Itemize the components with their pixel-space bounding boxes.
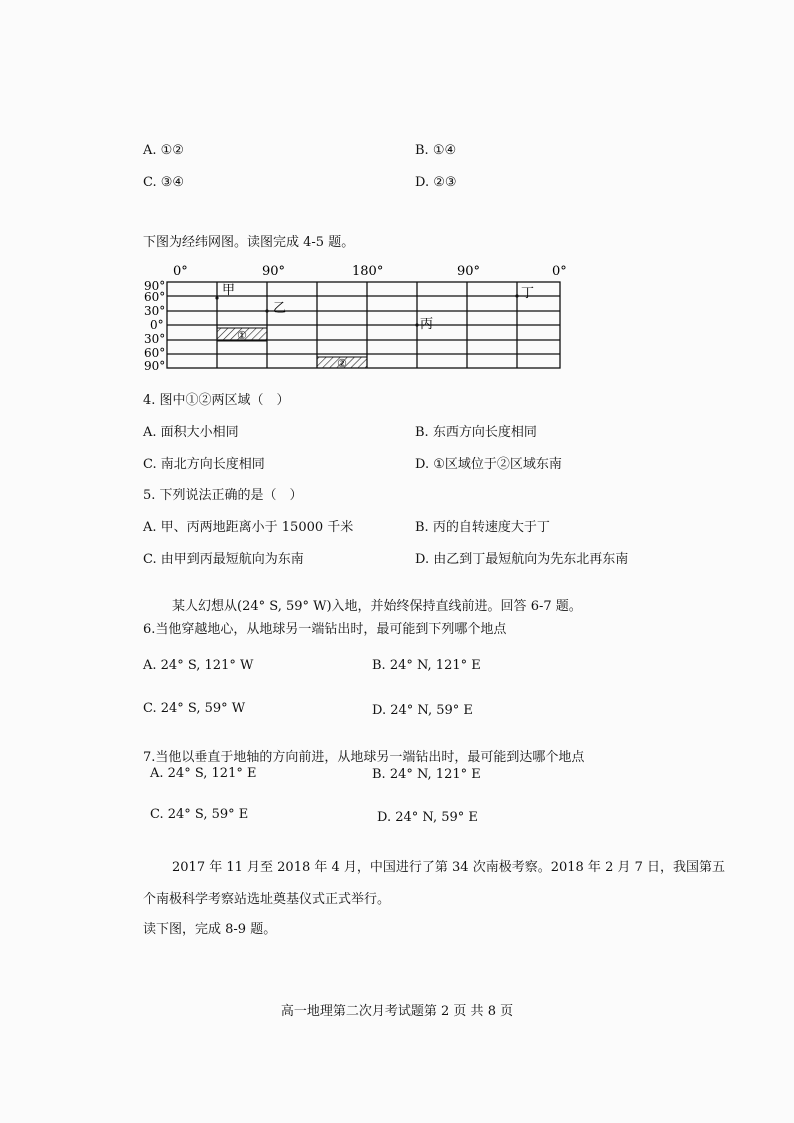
q4-stem: 4. 图中①②两区域（ ） xyxy=(143,393,290,408)
q7-option-b: B. 24° N, 121° E xyxy=(372,767,481,782)
region-2-label: ② xyxy=(337,357,347,370)
region-1-label: ① xyxy=(237,329,247,342)
point-jia-label: 甲 xyxy=(222,283,236,298)
lat-label-90n: 90° xyxy=(144,279,166,293)
q6-option-b: B. 24° N, 121° E xyxy=(372,658,481,673)
intro-8-9-line3: 读下图，完成 8-9 题。 xyxy=(143,922,277,937)
lat-label-0: 0° xyxy=(150,318,164,332)
prev-option-b: B. ①④ xyxy=(415,143,457,158)
q5-option-c: C. 由甲到丙最短航向为东南 xyxy=(143,552,304,567)
point-bing-dot xyxy=(415,323,418,326)
q7-option-a: A. 24° S, 121° E xyxy=(150,766,257,781)
q6-option-a: A. 24° S, 121° W xyxy=(143,658,254,673)
q5-option-b: B. 丙的自转速度大于丁 xyxy=(415,520,550,535)
lon-label-90e: 90° xyxy=(262,264,286,279)
lat-lon-grid-figure xyxy=(140,260,580,375)
prev-option-c: C. ③④ xyxy=(143,175,185,190)
lon-label-0: 0° xyxy=(173,264,188,279)
q6-stem: 6.当他穿越地心，从地球另一端钻出时，最可能到下列哪个地点 xyxy=(143,622,507,637)
intro-6-7: 某人幻想从(24° S, 59° W)入地，并始终保持直线前进。回答 6-7 题。 xyxy=(172,599,582,614)
lon-label-0-right: 0° xyxy=(552,264,567,279)
q7-option-d: D. 24° N, 59° E xyxy=(377,810,478,825)
lon-label-90w: 90° xyxy=(457,264,481,279)
q5-option-a: A. 甲、丙两地距离小于 15000 千米 xyxy=(143,520,354,535)
q6-option-c: C. 24° S, 59° W xyxy=(143,701,246,716)
lat-label-30s: 30° xyxy=(144,332,166,346)
point-ding-dot xyxy=(515,294,518,297)
intro-4-5: 下图为经纬网图。读图完成 4-5 题。 xyxy=(143,235,355,250)
point-bing-label: 丙 xyxy=(420,317,434,332)
intro-8-9-line2: 个南极科学考察站选址奠基仪式正式举行。 xyxy=(143,892,391,907)
lon-label-180: 180° xyxy=(352,264,384,279)
q4-option-d: D. ①区域位于②区域东南 xyxy=(415,457,562,472)
point-ding-label: 丁 xyxy=(521,286,535,301)
prev-option-a: A. ①② xyxy=(143,143,184,158)
point-yi-label: 乙 xyxy=(273,301,287,316)
q6-option-d: D. 24° N, 59° E xyxy=(372,703,473,718)
q5-stem: 5. 下列说法正确的是（ ） xyxy=(143,488,303,503)
q4-option-c: C. 南北方向长度相同 xyxy=(143,457,265,472)
point-jia-dot xyxy=(215,296,218,299)
intro-8-9-line1: 2017 年 11 月至 2018 年 4 月，中国进行了第 34 次南极考察。2018 年 2 月 7 日，我国第五 xyxy=(172,860,726,875)
prev-option-d: D. ②③ xyxy=(415,175,457,190)
lat-label-60n: 60° xyxy=(144,290,166,304)
q4-option-a: A. 面积大小相同 xyxy=(143,425,239,440)
lat-lon-grid-svg xyxy=(140,260,580,375)
q5-option-d: D. 由乙到丁最短航向为先东北再东南 xyxy=(415,552,629,567)
point-yi-dot xyxy=(265,309,268,312)
lat-label-90s: 90° xyxy=(144,359,166,373)
q7-stem: 7.当他以垂直于地轴的方向前进，从地球另一端钻出时，最可能到达哪个地点 xyxy=(143,750,585,765)
q7-option-c: C. 24° S, 59° E xyxy=(150,807,249,822)
lat-label-30n: 30° xyxy=(144,304,166,318)
page-footer: 高一地理第二次月考试题第 2 页 共 8 页 xyxy=(280,1004,514,1019)
q4-option-b: B. 东西方向长度相同 xyxy=(415,425,537,440)
lat-label-60s: 60° xyxy=(144,346,166,360)
